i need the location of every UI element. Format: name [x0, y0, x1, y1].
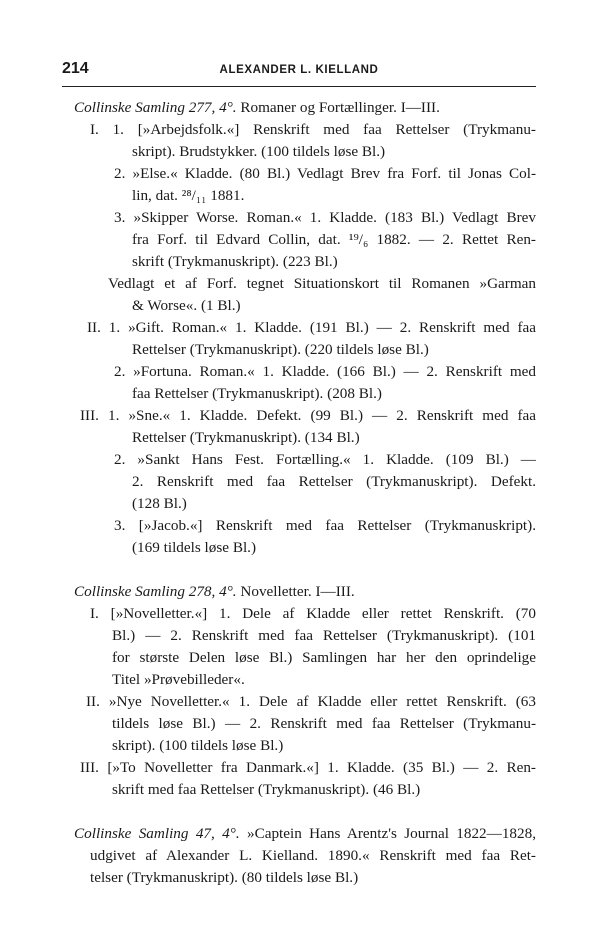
- entry-line: Rettelser (Trykmanuskript). (220 tildels løse Bl.): [132, 341, 429, 358]
- entry-line: skrift (Trykmanuskript). (223 Bl.): [132, 253, 338, 270]
- entry-line: Bl.) — 2. Renskrift med faa Rettelser (Trykmanuskript). (101: [112, 627, 536, 644]
- page-number: 214: [62, 60, 89, 77]
- section-heading: [74, 582, 355, 602]
- collection-description: »Captein Hans Arentz's Journal 1822—1828,: [239, 825, 536, 842]
- entry-line: faa Rettelser (Trykmanuskript). (208 Bl.): [132, 385, 382, 402]
- collection-description: Romaner og Fortællinger. I—III.: [236, 99, 440, 116]
- entry-line: II. »Nye Novelletter.« 1. Dele af Kladde eller rettet Renskrift. (63: [86, 693, 536, 710]
- entry-line: Vedlagt et af Forf. tegnet Situationskort til Romanen »Garman: [108, 275, 536, 292]
- entry-line: III. 1. »Sne.« 1. Kladde. Defekt. (99 Bl.) — 2. Renskrift med faa: [80, 407, 536, 424]
- collection-title: Collinske Samling 278, 4°.: [74, 583, 237, 600]
- entry-line: for største Delen løse Bl.) Samlingen har her den oprindelige: [112, 649, 536, 666]
- entry-line: Rettelser (Trykmanuskript). (134 Bl.): [132, 429, 360, 446]
- collection-title: Collinske Samling 277, 4°.: [74, 99, 237, 116]
- entry-line: 2. »Sankt Hans Fest. Fortælling.« 1. Kladde. (109 Bl.) —: [114, 451, 536, 468]
- entry-line: 3. »Skipper Worse. Roman.« 1. Kladde. (183 Bl.) Vedlagt Brev: [114, 209, 536, 226]
- entry-line: (128 Bl.): [132, 495, 187, 512]
- entry-line: 2. Renskrift med faa Rettelser (Trykmanuskript). Defekt.: [132, 473, 536, 490]
- entry-line: 3. [»Jacob.«] Renskrift med faa Rettelser (Trykmanuskript).: [114, 517, 536, 534]
- running-head: ALEXANDER L. KIELLAND: [219, 64, 379, 76]
- entry-line: lin, dat. ²⁸/₁₁ 1881.: [132, 187, 245, 204]
- entry-line: (169 tildels løse Bl.): [132, 539, 257, 556]
- entry-line: telser (Trykmanuskript). (80 tildels løse Bl.): [90, 869, 359, 886]
- entry-line: II. 1. »Gift. Roman.« 1. Kladde. (191 Bl.) — 2. Renskrift med faa: [87, 319, 536, 336]
- entry-line: udgivet af Alexander L. Kielland. 1890.« Renskrift med faa Ret-: [90, 847, 536, 864]
- entry-line: fra Forf. til Edvard Collin, dat. ¹⁹/₆ 1882. — 2. Rettet Ren-: [132, 231, 536, 248]
- section-heading: [74, 98, 440, 118]
- section-heading: [74, 824, 536, 844]
- entry-line: I. 1. [»Arbejdsfolk.«] Renskrift med faa Rettelser (Trykmanu-: [90, 121, 536, 138]
- entry-line: tildels løse Bl.) — 2. Renskrift med faa Rettelser (Trykmanu-: [112, 715, 536, 732]
- collection-description: Novelletter. I—III.: [236, 583, 355, 600]
- entry-line: 2. »Fortuna. Roman.« 1. Kladde. (166 Bl.) — 2. Renskrift med: [114, 363, 536, 380]
- entry-line: skrift med faa Rettelser (Trykmanuskript). (46 Bl.): [112, 781, 421, 798]
- collection-title: Collinske Samling 47, 4°.: [74, 825, 240, 842]
- entry-line: III. [»To Novelletter fra Danmark.«] 1. Kladde. (35 Bl.) — 2. Ren-: [80, 759, 536, 776]
- entry-line: Titel »Prøvebilleder«.: [112, 671, 245, 688]
- page-header: [62, 56, 536, 87]
- entry-line: skript). (100 tildels løse Bl.): [112, 737, 284, 754]
- entry-line: & Worse«. (1 Bl.): [132, 297, 241, 314]
- entry-line: I. [»Novelletter.«] 1. Dele af Kladde eller rettet Renskrift. (70: [90, 605, 536, 622]
- entry-line: skript). Brudstykker. (100 tildels løse Bl.): [132, 143, 386, 160]
- entry-line: 2. »Else.« Kladde. (80 Bl.) Vedlagt Brev fra Forf. til Jonas Col-: [114, 165, 536, 182]
